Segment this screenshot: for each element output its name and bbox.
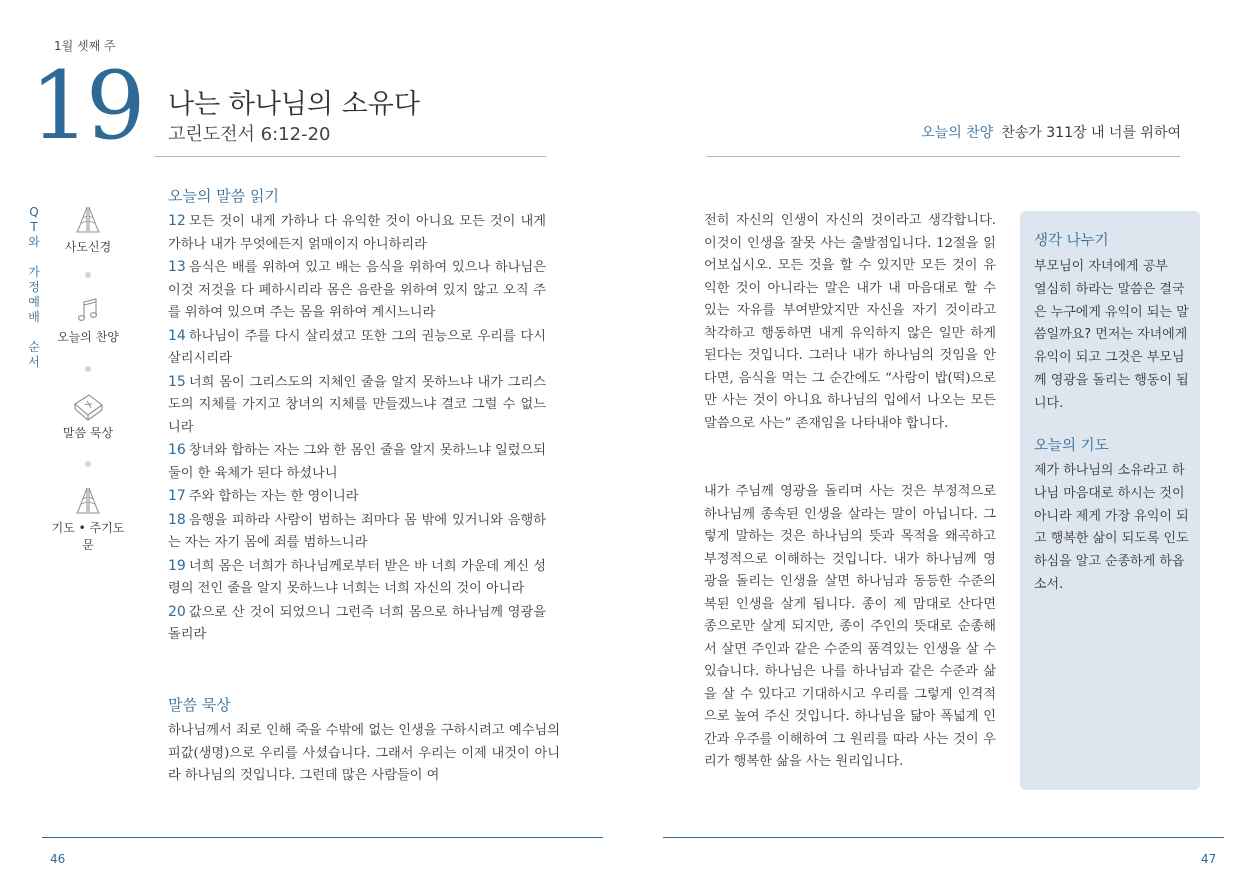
meditation-paragraph-continued: 전히 자신의 인생이 자신의 것이라고 생각합니다. 이것이 인생을 잘못 사는 출발점입니다. 12절을 읽어보십시오. 모든 것을 할 수 있지만 모든 것이 유익한 것이 아니라는 말은 내가 내 마음대로 할 수 있는 자유를 부여받았지만 자신을 자기 것이라고 착각하고 행동하면 내게 유익하지 않은 일만 하게 된다는 것입니다. 그러나 내가 하나님의 것임을 안다면, 음식을 먹는 그 순간에도 “사람이 밥(떡)으로만 사는 것이 아니요 하나님의 입에서 나오는 모든 말씀으로 사는” 존재임을 나타내야 합니다. xyxy=(704,213,996,431)
verse: 18 음행을 피하라 사람이 범하는 죄마다 몸 밖에 있거니와 음행하는 자는 자기 몸에 죄를 범하느니라 xyxy=(168,511,546,550)
verse-list xyxy=(168,210,546,647)
verse: 15 너희 몸이 그리스도의 지체인 줄을 알지 못하느냐 내가 그리스도의 지체를 가지고 창녀의 지체를 만들겠느냐 결코 그럴 수 없느니라 xyxy=(168,373,546,435)
nav-separator-dot xyxy=(85,366,91,372)
meditation-heading: 말씀 묵상 xyxy=(168,696,231,714)
page-number-left: 46 xyxy=(50,852,66,866)
reflection-sidebar xyxy=(1020,211,1200,790)
verse: 17 주와 합하는 자는 한 영이니라 xyxy=(168,488,359,504)
hymn-label: 오늘의 찬양 xyxy=(921,125,994,141)
header-divider-left xyxy=(154,156,546,157)
page-number-right: 47 xyxy=(1201,852,1217,866)
qt-vertical-label: Q T 와 가 정 예 배 순 서 xyxy=(28,205,40,369)
verse: 13 음식은 배를 위하여 있고 배는 음식을 위하여 있으나 하나님은 이것 저것을 다 폐하시리라 몸은 음란을 위하여 있지 않고 오직 주를 위하여 있으며 주는 몸을 위하여 계시느니라 xyxy=(168,259,546,320)
nav-label-prayer: 기도 • 주기도문 xyxy=(51,521,125,552)
week-label: 1월 셋째 주 xyxy=(54,39,116,53)
reading-heading: 오늘의 말씀 읽기 xyxy=(168,187,279,205)
verse: 14 하나님이 주를 다시 살리셨고 또한 그의 권능으로 우리를 다시 살리시리라 xyxy=(168,327,546,366)
day-number: 19 xyxy=(30,52,142,161)
nav-prayer xyxy=(49,485,127,553)
praying-hands-icon xyxy=(72,204,104,236)
scripture-passage: 고린도전서 6:12-20 xyxy=(168,124,331,145)
nav-separator-dot xyxy=(85,461,91,467)
nav-label-hymn: 오늘의 찬양 xyxy=(57,330,119,344)
verse: 19 너희 몸은 너희가 하나님께로부터 받은 바 너희 가운데 계신 성령의 전인 줄을 알지 못하느냐 너희는 너희 자신의 것이 아니라 xyxy=(168,557,546,596)
nav-apostles-creed xyxy=(53,204,123,255)
nav-today-hymn xyxy=(53,296,123,345)
nav-label-creed: 사도신경 xyxy=(64,240,112,254)
hymn-title: 찬송가 311장 내 너를 위하여 xyxy=(1001,125,1181,141)
music-note-icon xyxy=(72,296,104,326)
prayer-text: 제가 하나님의 소유라고 하 나님 마음대로 하시는 것이 아니라 제게 가장 유익이 되 고 행복한 삶이 되도록 인도 하심을 알고 순종하게 하옵 소서. xyxy=(1034,463,1189,592)
footer-rule-left xyxy=(42,837,603,838)
footer-rule-right xyxy=(663,837,1224,838)
verse: 12 모든 것이 내게 가하나 다 유익한 것이 아니요 모든 것이 내게 가하나 내가 무엇에든지 얽매이지 아니하리라 xyxy=(168,213,546,252)
meditation-paragraph-left: 하나님께서 죄로 인해 죽을 수밖에 없는 인생을 구하시려고 예수님의 피값(생명)으로 우리를 사셨습니다. 그래서 우리는 이제 내것이 아니라 하나님의 것입니다. 그런데 많은 사람들이 여 xyxy=(168,723,560,783)
share-text: 부모님이 자녀에게 공부 열심히 하라는 말씀은 결국 은 누구에게 유익이 되는 말 씀일까요? 먼저는 자녀에게 유익이 되고 그것은 부모님 께 영광을 돌리는 행동이 됩 니다. xyxy=(1034,259,1189,411)
share-heading: 생각 나누기 xyxy=(1034,233,1109,249)
nav-separator-dot xyxy=(85,272,91,278)
prayer-heading: 오늘의 기도 xyxy=(1034,438,1109,454)
bible-icon xyxy=(71,390,105,422)
today-hymn xyxy=(921,122,1181,142)
verse: 16 창녀와 합하는 자는 그와 한 몸인 줄을 알지 못하느냐 일렀으되 둘이 한 육체가 된다 하셨나니 xyxy=(168,442,546,481)
meditation-paragraph-2: 내가 주님께 영광을 돌리며 사는 것은 부정적으로 하나님께 종속된 인생을 살라는 말이 아닙니다. 그렇게 말하는 것은 하나님의 뜻과 목적을 왜곡하고 부정적으로 이해하는 것입니다. 내가 하나님께 영광을 돌리는 인생을 살면 하나님과 동등한 수준의 복된 인생을 살게 됩니다. 종이 제 맘대로 산다면 종으로만 살게 되지만, 종이 주인의 뜻대로 순종해서 살면 주인과 같은 수준의 품격있는 인생을 살 수 있습니다. 하나님은 나를 하나님과 같은 수준과 삶을 살 수 있다고 기대하시고 우리를 그렇게 인격적으로 높여 주신 것입니다. 하나님을 닮아 폭넓게 인간과 우주를 이해하여 그 원리를 따라 사는 것이 우리가 행복한 삶을 사는 원리입니다. xyxy=(704,484,996,769)
nav-meditation xyxy=(53,390,123,441)
nav-label-meditation: 말씀 묵상 xyxy=(62,426,114,440)
header-divider-right xyxy=(706,156,1180,157)
praying-hands-icon xyxy=(72,485,104,517)
verse: 20 값으로 산 것이 되었으니 그런즉 너희 몸으로 하나님께 영광을 돌리라 xyxy=(168,603,546,642)
page-title: 나는 하나님의 소유다 xyxy=(168,89,420,120)
